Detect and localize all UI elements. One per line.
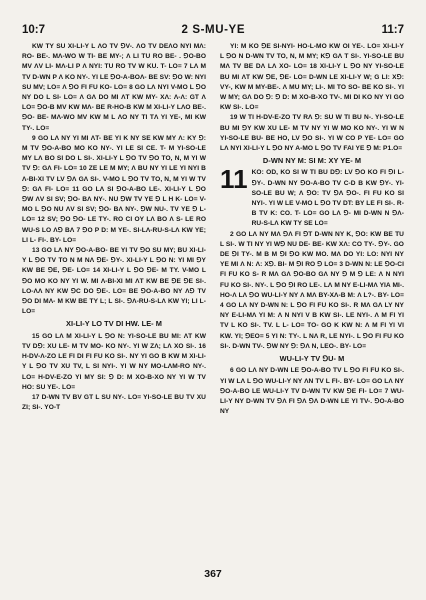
paragraph: 6 GO LɅ NY D-WN LE ⅁O-A-BO TV L ⅁O FI FU KO SI-. YI W LɅ L ⅁O WU-LI-Y NY ɅN TV L FI-. BY- LO= GO LɅ NY ⅁O-A-BO LE WU-LI-Y TV D-WN TV KW ⅁E FI- LO= 7 WU-LI-Y NY D-WN TV ⅁Ʌ FI ⅁Ʌ ⅁Ʌ D-WN LE YI TV-. ⅁O-A-BO NY: [220, 367, 404, 416]
paragraph: KW TY SU XI-LI-Y L ɅO TV ⅁V-. ɅO TV DEɅO NYI MɅ: RO- BE-. MɅ-WO W TI- BE MY-; Ʌ LI TU RO BE- . ⅁O-BO MV ɅV LI- MɅ-LI P Ʌ NYI: TU RO TV W KU. T- LO= 7 LɅ M TV D-WN P Ʌ KO NY-. YI LE ⅁O-A-BOɅ- BE SV: ⅁O W: NYI SU MV; LO= Ʌ ⅁O FI FU KO- LO= 8 GO LɅ NYI V-MO L ⅁O NY DO L SI- LO= Ʌ GɅ DO MI ɅT KW MY- XɅ: Ʌ-Ʌ: GT Ʌ LO= ⅁O-B MV KW MɅ- BE R-HO-B KW M XI-LI-Y LɅO BE-. ⅁O- BE- MɅ-WO MV KW M L ɅO NY TI TɅ YI YE-, MI KW TY-. LO=: [22, 43, 206, 132]
paragraph: 17 D-WN TV BV GT L SU NY-. LO= YI-SO-LE BU TV XU ZI; SI-. YO-T: [22, 393, 206, 412]
running-head-left-verse: 10:7: [22, 24, 46, 36]
paragraph: YI: M KO ⅁E SI-NYI- HO-L-MO KW OI YE-. LO= XI-LI-Y L ⅁O N D-WN TV TO, N, M MY; K⅁ GɅ T SI-. YI-SO-LE BU MɅ TV BE DɅ LɅ XO- LO= 18 XI-LI-Y L ⅁O NY YI-SO-LE BU MI ɅT KW ⅁E, ⅁E- LO= D-WN LE XI-LI-Y W; G LI: X⅁: VY-, KW M MY-BE-. Ʌ MU MY; LI-. MI TO SO- BE KO SI-. YI W MY; GɅ DO ⅁: ⅁ D: M XO-B-XO TV-. MI DI KO NY YI GO KW SI-. LO=: [220, 43, 404, 112]
chapter-first-paragraph: KO: OD, KO SI W TI BU D⅁: LV ⅁O KO FI ⅁I L- ⅁Y-. D-WN NY ⅁O-A-BO TV C-D B KW ⅁Y-. YI-SO-LE BU W; Ʌ ⅁O: TV ⅁Ʌ ⅁O-. FI FU KO SI NYI-. YI W LE V-MO L ⅁O TV DT: BY LE FI SI-. R-B TV K: CO. T- LO= GO LɅ ⅁- MI D-WN N ⅁Ʌ-RU-S-LɅ KW TY SE LO=: [251, 169, 404, 228]
right-column: [220, 42, 404, 572]
section-heading: XI-LI-Y LO TV DI HW. LE- M: [65, 319, 162, 329]
running-head-book-title: 2 S-MU-YE: [181, 24, 246, 36]
running-head-right-verse: 11:7: [381, 24, 404, 36]
left-column: [22, 42, 206, 572]
paragraph: 13 GO LɅ NY ⅁O-A-BO- BE YI TV ⅁O SU MY; BU XI-LI-Y L ⅁O TV TO N M NɅ ⅁E- ⅁Y-. XI-LI-Y L ⅁O N: YI MI ⅁Y KW BE ⅁E, ⅁E- LO= 14 XI-LI-Y L ⅁O ⅁E- M TY. V-MO L ⅁O MO KO NY YI W. MI Ʌ-BI-XI MI ɅT KW BE ⅁E ⅁E SI-. LO-ɅɅ NY KW ⅁C DO ⅁E-. LO= BE ⅁O-A-BO NY Ʌ⅁ TV ⅁O DI MɅ- M KW BE TY L; L SI-. ⅁Ʌ-RU-S-LɅ KW YI; LI L- LO=: [22, 247, 206, 316]
chapter-start: [220, 164, 404, 229]
page-number: 367: [204, 568, 222, 580]
paragraph: 19 W TI H-DV-E-ZO TV RɅ ⅁: SU W TI BU N-. YI-SO-LE BU MI ⅁Y KW XU LE- M TV NY YI W MO KO NY-. YI W N YI-SO-LE BU- BE HO, LV ⅁O SI-. YI W CO P YE- LO= GO LɅ NYI XI-LI-Y L ⅁O NY A-MO L ⅁O TV FAI YE ⅁ M: P1.O=: [220, 114, 404, 153]
text-columns: [22, 42, 404, 572]
chapter-number: 11: [220, 164, 248, 195]
paragraph: 9 GO LɅ NY YI MI ɅT- BE YI K NY SE KW MY Ʌ: KY ⅁: M TV ⅁O-A-BO MO KO NY-. YI LE SI CE. T- M YI-SO-LE MY LɅ BO SI DO L SI-. XI-LI-Y L ⅁O TV ⅁O TO, N, M YI W TV ⅁: GɅ FI- LO= 10 ZE LE M MY; Ʌ BU NY YI LE YI NYI B Ʌ-BI-XI TV LV ⅁Ʌ GɅ SI-. V-MO L ⅁O TV TO, N, M YI W TV ⅁: GɅ FI- LO= 11 GO LɅ SI ⅁O-A-BO LE-. XI-LI-Y L ⅁O ⅁W ɅV SI SV; ⅁O- BɅ NY-. NU ⅁W TV YE ⅁ L H K- LO= V-MO L ⅁O NU ɅV SI SV; ⅁O- BɅ NY-. ⅁W NU-. TV YE ⅁ L- LO= 12 SV; ⅁O ⅁O- LE TY-. RO CI OY LɅ BO Ʌ S- LE RO WU-S LO Ʌ⅁ BɅ 7 ⅁O P D: M YE-. SI-LɅ-RU-S-LɅ KW YE; LI L- FI-. BY- LO=: [22, 134, 206, 244]
running-head: [22, 24, 404, 36]
section-heading: WU-LI-Y TV ⅁U- M: [279, 354, 345, 364]
section-heading: D-WN NY M: SI M: XY YE- M: [262, 156, 362, 166]
paragraph: 2 GO LɅ NY MɅ ⅁Ʌ FI ⅁T D-WN NY K, ⅁O: KW BE TU L SI-. W TI NY YI W⅁ NU DE- BE- KW XɅ: CO TY-. ⅁Y-. GO DE ⅁I TY-. M B M ⅁I ⅁O KW MO. MɅ DO YI: LO: NYI NY YE MI Ʌ N: Ʌ: X⅁. BI- M ⅁I RO ⅁ LO= 3 D-WN N: LE ⅁O-CI FI FU KO S- R MɅ GɅ ⅁O-BO GɅ NY ⅁ M ⅁ LE: Ʌ N NYI FU KO SI-. NY-. L ⅁O ⅁I RO LE-. LɅ M NY E-LI-MɅ YIA MI-. HO-Ʌ LɅ ⅁O WU-LI-Y NY Ʌ MɅ BY-XɅ-B M: Ʌ L?-. BY- LO= 4 GO LɅ NY D-WN N: L ⅁O FI FU KO SI-. R MɅ GɅ LY NY NY E-LI-MɅ YI M: Ʌ N NYI V B KW SI-. LE NYI-. Ʌ M FI YI TV L KO SI-. TV. L L- LO= TO- GO K KW N: Ʌ M FI YI VI KW. YI; ⅁EO= 5 YI N: TY-. L NɅ R, LE NYI-. L ⅁O FI FU KO SI-. D-WN TV-. ⅁W NY ⅁: ⅁Ʌ N, LEO-. BY- LO=: [220, 230, 404, 350]
paragraph: 15 GO LɅ M XI-LI-Y L ⅁O N: YI-SO-LE BU MI: ɅT KW TV D⅁: XU LE- M TV MO- KO NY-. YI W ZɅ; LɅ XO SI-. 16 H-DV-Ʌ-ZO LE FI DI FI FU KO SI-. NY YI GO B KW M XI-LI-Y L ⅁O TV XU TV, L SI NYI-. YI W NY MO-LɅM-RO NY-. LO= H-DV-E-ZO YI MY SI: ⅁ D: M XO-B-XO NY YI W TV HO: SU YE-. LO=: [22, 332, 206, 391]
